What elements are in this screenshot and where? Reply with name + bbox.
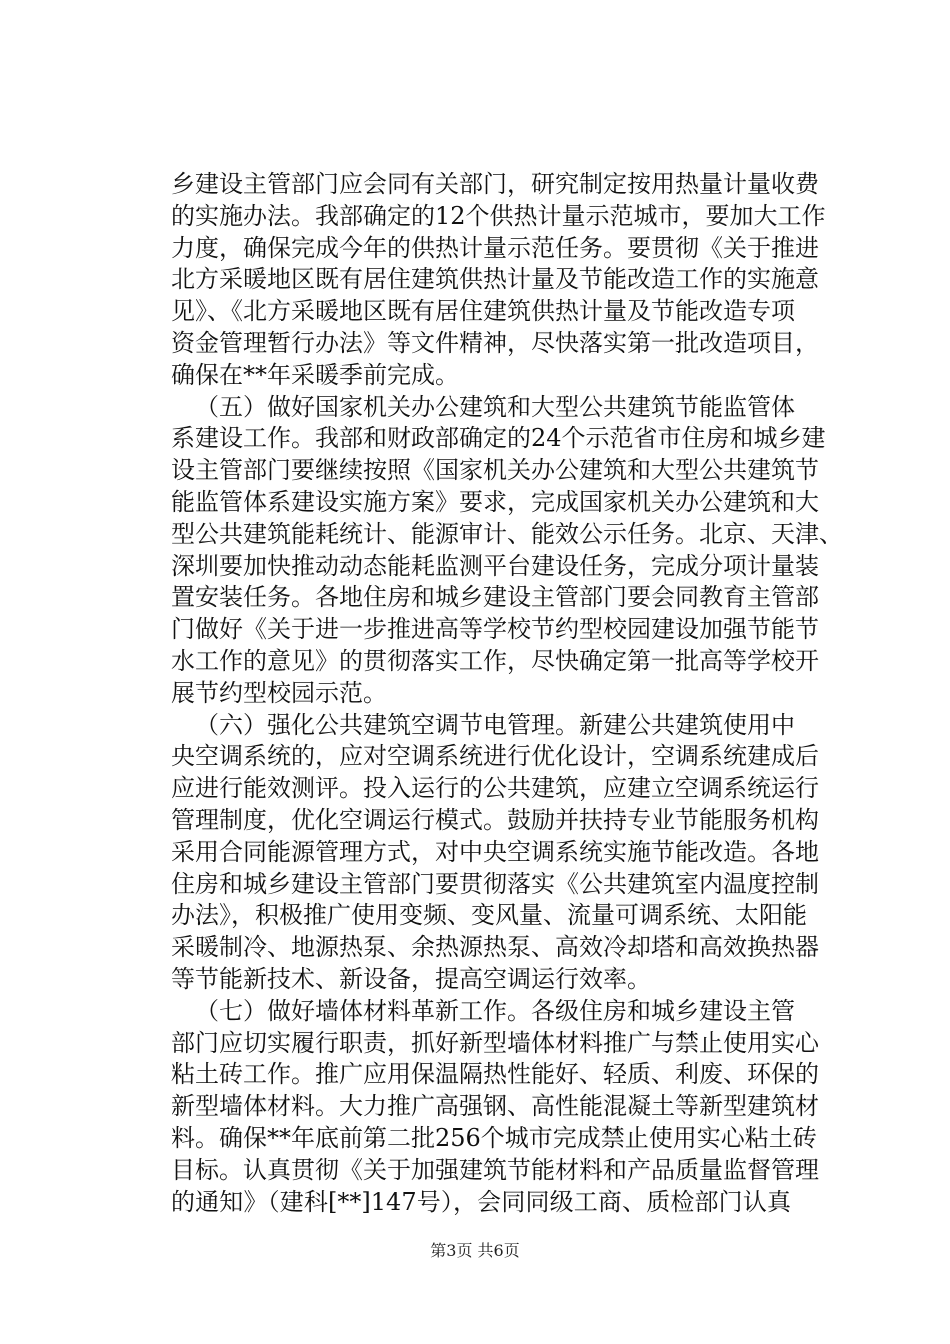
text-line: 确保在**年采暖季前完成。 <box>171 360 459 389</box>
text-line: 粘土砖工作。推广应用保温隔热性能好、轻质、利废、环保的 <box>171 1060 819 1089</box>
text-line: 型公共建筑能耗统计、能源审计、能效公示任务。北京、天津、 <box>171 519 843 548</box>
text-line: 深圳要加快推动动态能耗监测平台建设任务，完成分项计量装 <box>171 551 819 580</box>
text-line: 部门应切实履行职责，抓好新型墙体材料推广与禁止使用实心 <box>171 1028 819 1057</box>
section-heading-line: （七）做好墙体材料革新工作。各级住房和城乡建设主管 <box>195 996 795 1025</box>
text-line: 设主管部门要继续按照《国家机关办公建筑和大型公共建筑节 <box>171 456 819 485</box>
text-line: 北方采暖地区既有居住建筑供热计量及节能改造工作的实施意 <box>171 265 819 294</box>
text-line: 资金管理暂行办法》等文件精神，尽快落实第一批改造项目， <box>171 328 819 357</box>
text-line: 办法》，积极推广使用变频、变风量、流量可调系统、太阳能 <box>171 901 807 930</box>
section-heading-line: （六）强化公共建筑空调节电管理。新建公共建筑使用中 <box>195 710 795 739</box>
text-line: 新型墙体材料。大力推广高强钢、高性能混凝土等新型建筑材 <box>171 1092 819 1121</box>
document-body <box>171 169 843 1218</box>
text-line: 应进行能效测评。投入运行的公共建筑，应建立空调系统运行 <box>171 774 819 803</box>
text-line: 门做好《关于进一步推进高等学校节约型校园建设加强节能节 <box>171 615 819 644</box>
text-line: 能监管体系建设实施方案》要求，完成国家机关办公建筑和大 <box>171 487 819 516</box>
text-line: 力度，确保完成今年的供热计量示范任务。要贯彻《关于推进 <box>171 233 819 262</box>
text-line: 目标。认真贯彻《关于加强建筑节能材料和产品质量监督管理 <box>171 1155 819 1184</box>
text-line: 央空调系统的，应对空调系统进行优化设计，空调系统建成后 <box>171 742 819 771</box>
text-line: 系建设工作。我部和财政部确定的24个示范省市住房和城乡建 <box>171 424 826 453</box>
text-line: 见》、《北方采暖地区既有居住建筑供热计量及节能改造专项 <box>171 297 795 326</box>
text-line: 管理制度，优化空调运行模式。鼓励并扶持专业节能服务机构 <box>171 805 819 834</box>
text-line: 的实施办法。我部确定的12个供热计量示范城市，要加大工作 <box>171 201 826 230</box>
page-number-footer: 第3页 共6页 <box>430 1241 520 1260</box>
text-line: 置安装任务。各地住房和城乡建设主管部门要会同教育主管部 <box>171 583 819 612</box>
text-line: 料。确保**年底前第二批256个城市完成禁止使用实心粘土砖 <box>171 1123 817 1152</box>
section-heading-line: （五）做好国家机关办公建筑和大型公共建筑节能监管体 <box>195 392 795 421</box>
text-line: 采暖制冷、地源热泵、余热源热泵、高效冷却塔和高效换热器 <box>171 933 819 962</box>
text-line: 采用合同能源管理方式，对中央空调系统实施节能改造。各地 <box>171 837 819 866</box>
text-line: 等节能新技术、新设备，提高空调运行效率。 <box>171 964 651 993</box>
text-line: 住房和城乡建设主管部门要贯彻落实《公共建筑室内温度控制 <box>171 869 819 898</box>
text-line: 乡建设主管部门应会同有关部门，研究制定按用热量计量收费 <box>171 170 819 198</box>
text-line: 水工作的意见》的贯彻落实工作，尽快确定第一批高等学校开 <box>171 646 819 675</box>
text-line: 的通知》（建科[**]147号），会同同级工商、质检部门认真 <box>171 1187 791 1216</box>
text-line: 展节约型校园示范。 <box>171 678 387 707</box>
